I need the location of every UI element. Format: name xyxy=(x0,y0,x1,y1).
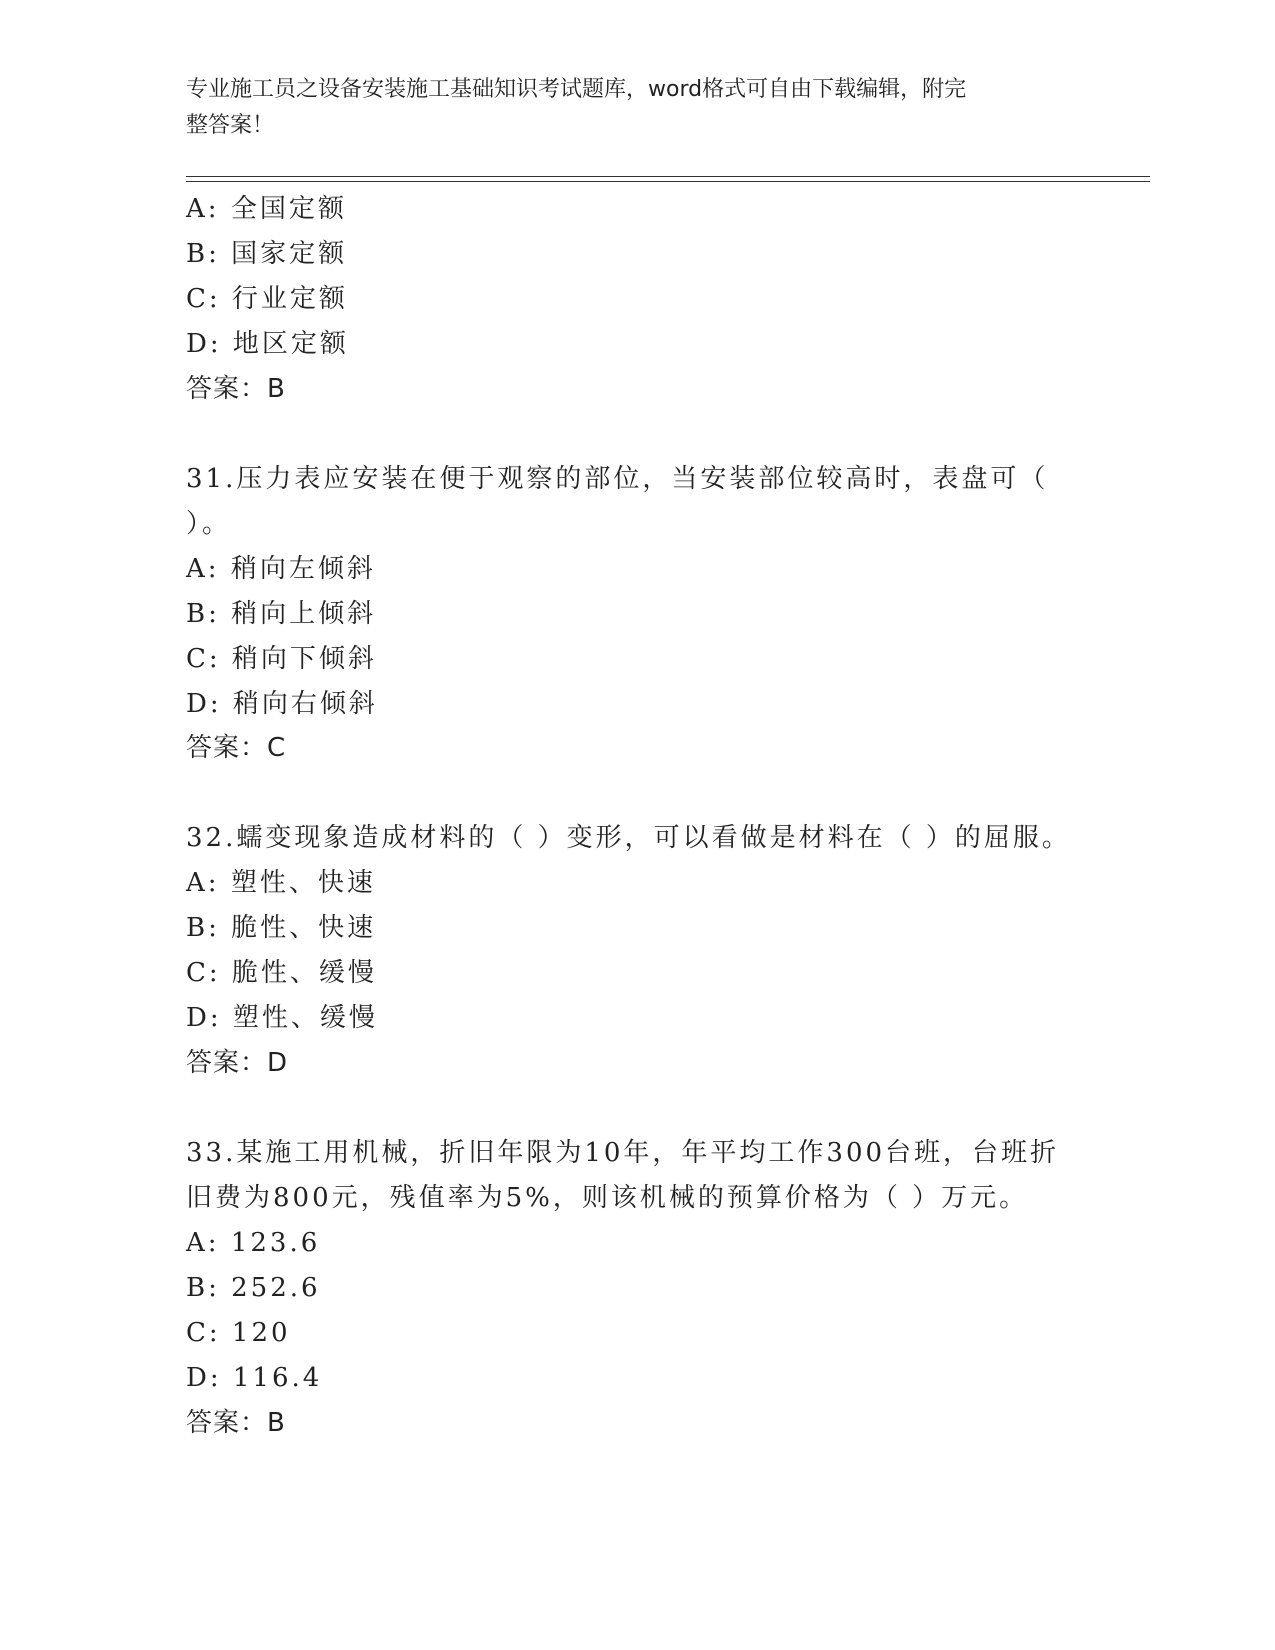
option-text: 脆性、快速 xyxy=(231,913,377,943)
option-text: 稍向下倾斜 xyxy=(231,644,377,674)
option-b xyxy=(186,910,376,946)
question-31-text-cont: ）。 xyxy=(186,509,232,539)
option-key: C: xyxy=(186,644,221,674)
option-b xyxy=(186,236,347,272)
option-key: B: xyxy=(186,1273,220,1303)
answer-line: 答案：C xyxy=(186,733,287,763)
option-text: 国家定额 xyxy=(231,239,348,269)
option-text: 脆性、缓慢 xyxy=(231,958,377,988)
option-text: 全国定额 xyxy=(230,194,347,224)
option-key: D: xyxy=(186,689,222,719)
option-a xyxy=(186,865,376,901)
question-33-text-cont: 旧费为800元，残值率为5%，则该机械的预算价格为（ ）万元。 xyxy=(186,1183,1029,1213)
option-b xyxy=(186,596,376,632)
option-key: C: xyxy=(186,958,221,988)
option-c xyxy=(186,1315,291,1351)
option-key: B: xyxy=(186,599,220,629)
option-d xyxy=(186,1360,322,1396)
option-key: D: xyxy=(186,1363,222,1393)
option-a xyxy=(186,191,347,227)
option-text: 252.6 xyxy=(231,1273,321,1303)
option-key: D: xyxy=(186,329,222,359)
option-text: 稍向右倾斜 xyxy=(232,689,378,719)
question-33-text: 33.某施工用机械，折旧年限为10年，年平均工作300台班，台班折 xyxy=(186,1138,1060,1168)
option-c xyxy=(186,641,377,677)
option-key: A: xyxy=(186,554,220,584)
option-d xyxy=(186,326,349,362)
header-line-1: 专业施工员之设备安装施工基础知识考试题库，word格式可自由下载编辑，附完 xyxy=(186,77,967,102)
option-text: 塑性、快速 xyxy=(230,868,376,898)
option-text: 塑性、缓慢 xyxy=(232,1003,378,1033)
option-key: B: xyxy=(186,239,220,269)
option-text: 稍向上倾斜 xyxy=(231,599,377,629)
option-text: 116.4 xyxy=(232,1363,323,1393)
option-text: 行业定额 xyxy=(231,284,348,314)
option-key: D: xyxy=(186,1003,222,1033)
question-32-text: 32.蠕变现象造成材料的（ ）变形，可以看做是材料在（ ）的屈服。 xyxy=(186,823,1071,853)
option-key: C: xyxy=(186,284,221,314)
option-text: 地区定额 xyxy=(232,329,349,359)
option-d xyxy=(186,686,378,722)
header-divider-bottom xyxy=(186,181,1150,182)
option-key: B: xyxy=(186,913,220,943)
header-line-2: 整答案！ xyxy=(186,113,275,138)
option-c xyxy=(186,955,377,991)
question-31-text: 31.压力表应安装在便于观察的部位，当安装部位较高时，表盘可（ xyxy=(186,464,1049,494)
answer-line: 答案：D xyxy=(186,1048,289,1078)
option-text: 123.6 xyxy=(230,1228,321,1258)
option-key: A: xyxy=(186,1228,220,1258)
option-b xyxy=(186,1270,321,1306)
option-c xyxy=(186,281,348,317)
answer-line: 答案：B xyxy=(186,374,286,404)
option-key: C: xyxy=(186,1318,221,1348)
option-text: 稍向左倾斜 xyxy=(230,554,376,584)
option-d xyxy=(186,1000,378,1036)
document-header xyxy=(186,72,1066,144)
option-key: A: xyxy=(186,868,220,898)
header-divider-top xyxy=(186,176,1150,177)
option-a xyxy=(186,1225,320,1261)
option-text: 120 xyxy=(231,1318,291,1348)
answer-line: 答案：B xyxy=(186,1408,286,1438)
option-a xyxy=(186,551,376,587)
option-key: A: xyxy=(186,194,220,224)
